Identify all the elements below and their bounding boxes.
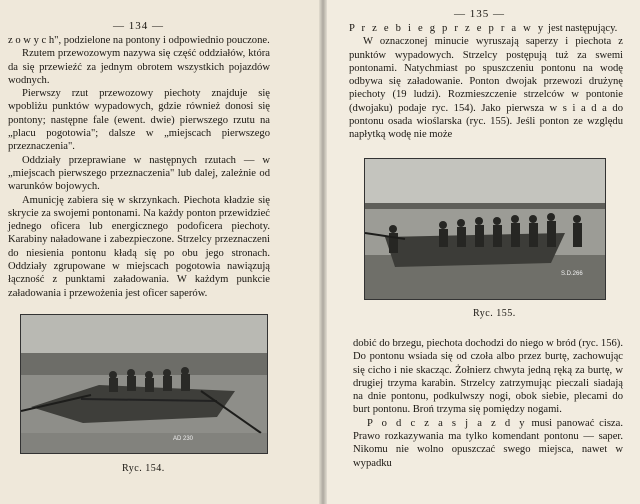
paragraph: W oznaczonej minucie wyruszają saperzy i piechota z punktów wypadowych. Strzelcy postępują tuż za swemi pontonami. Natychmiast po spuszczeniu pontonu na wodę odbywa się załadowanie. Ponton dwojak przewozi drużynę piechoty (19 ludzi). Rozmieszczenie strzelców w pontonie (dwojaku) podaje ryc. 154). Jako pierwsza w s i a d a do pontonu osada wioślarska (ryc. 155). Jeśli ponton ze względu napłytką wodę nie może [349,36,623,141]
book-spine [319,0,327,504]
page-number-right: — 135 — [454,8,505,20]
figure-155-label: S.D.266 [561,271,583,277]
paragraph: z o w y c h", podzielone na pontony i odpowiednio pouczone. [8,35,270,46]
right-page-text-top [349,22,623,142]
paragraph: dobić do brzegu, piechota dochodzi do niego w bród (ryc. 156). Do pontonu wsiada się od czoła albo przez burtę, zachowując się cicho i nie skacząc. Żołnierz chwyta jedną ręką za burtę, w drugiej trzyma karabin. Strzelcy zatrzymując pieczali siadają na dnie pontonu, podkulwszy nogi, obok siebie, plecami do burt pontonu. Broń trzyma się pomiędzy nogami. [353,338,623,416]
paragraph-last [353,417,623,470]
figure-155-photo [364,158,606,300]
page-number-left: — 134 — [113,20,164,32]
paragraph: Pierwszy rzut przewozowy piechoty znajduje się wpobliżu punktów wypadowych, gdzie również donosi się pontony; następne fale (ewent. dwie) pierwszego rzutu na „placu pogotowia"; dalsze w „miejscach pierwszego przeznaczenia". [8,88,270,153]
paragraph: Amunicję zabiera się w skrzynkach. Piechota kładzie się skrycie za swojemi pontonami. Na każdy ponton przewidzieć jednego oficera lub energicznego podoficera piechoty. Karabiny naładowane i zabezpieczone. Strzelcy przeznaczeni do niesienia pontonu kładą się po obu jego stronach. Oddziały zgrupowane w miejscach pogotowia nawiązują łączność z punktami załadowania. W każdym punkcie załadowania i przewożenia jest oficer saperów. [8,194,270,299]
paragraph: Oddziały przeprawiane w następnych rzutach — w „miejscach pierwszego przeznaczenia" lub dalej, zależnie od warunków bojowych. [8,154,270,193]
figure-155-caption: Ryc. 155. [473,308,516,319]
right-page-text-bottom [353,337,623,470]
figure-154-photo [20,314,268,454]
photo-soldiers-launching-pontoon [365,159,605,299]
section-subheading: P o d c z a s j a z d y [367,417,527,429]
left-page-text [8,34,270,300]
section-heading: P r z e b i e g p r z e p r a w y [349,23,546,34]
section-heading-line [349,22,623,35]
paragraph: Rzutem przewozowym nazywa się część oddziałów, która da się przewieźć za jednym obrotem wszystkich pojazdów wodnych. [8,48,270,86]
photo-soldiers-in-pontoon [21,315,267,453]
paragraph-last-rest: musi panować cisza. Prawo rozkazywania ma tylko komendant pontonu — saper. Nikomu nie wolno opuszczać swego miejsca, nawet w wypadku [353,417,623,469]
right-page [327,0,640,504]
figure-154-label: AD 230 [173,436,194,442]
figure-154-caption: Ryc. 154. [122,463,165,474]
section-heading-rest: jest następujący. [545,23,618,34]
